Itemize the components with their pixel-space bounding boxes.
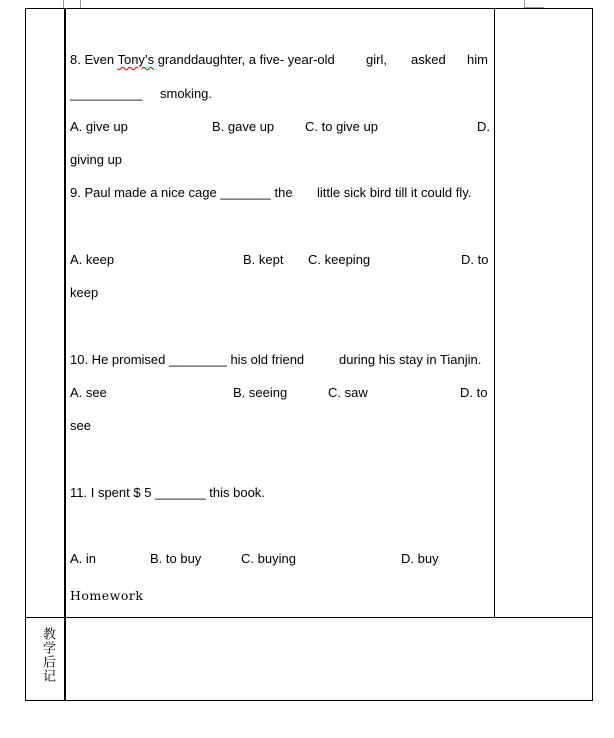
q9-option-c: C. keeping	[308, 252, 371, 267]
q10-option-b: B. seeing	[233, 385, 288, 400]
q9-option-d: D. to	[461, 252, 489, 267]
q10-stem-end: during his stay in Tianjin.	[339, 352, 482, 367]
q8-word-asked: asked	[411, 52, 446, 67]
q9-option-b: B. kept	[243, 252, 284, 267]
q8-line2-text: smoking.	[160, 86, 213, 101]
q9-option-a: A. keep	[70, 252, 115, 267]
homework-label: Homework	[70, 588, 144, 603]
q10-option-a: A. see	[70, 385, 107, 400]
q9-option-d-cont: keep	[70, 285, 99, 300]
q8-stem: 8. Even Tony’s granddaughter, a five- year-old	[70, 52, 335, 67]
q8-option-d: D.	[477, 119, 490, 134]
q11-option-a: A. in	[70, 551, 97, 566]
q8-option-c: C. to give up	[305, 119, 378, 134]
q9-stem: 9. Paul made a nice cage _______ the	[70, 185, 293, 200]
teaching-notes-label: 教学后记	[40, 627, 55, 683]
q11-option-c: C. buying	[241, 551, 296, 566]
q8-option-b: B. gave up	[212, 119, 275, 134]
q8-option-a: A. give up	[70, 119, 128, 134]
q10-option-d-cont: see	[70, 418, 91, 433]
q8-blank: __________	[70, 86, 143, 101]
q11-stem: 11. I spent $ 5 _______ this book.	[70, 485, 265, 500]
q8-word-girl: girl,	[366, 52, 387, 67]
q8-option-d-cont: giving up	[70, 152, 123, 167]
q10-stem: 10. He promised ________ his old friend	[70, 352, 305, 367]
q11-option-d: D. buy	[401, 551, 439, 566]
q11-option-b: B. to buy	[150, 551, 202, 566]
q8-word-him: him	[467, 52, 488, 67]
spellcheck-word: Tony’s	[117, 52, 155, 67]
q10-option-c: C. saw	[328, 385, 368, 400]
q9-stem-end: little sick bird till it could fly.	[317, 185, 472, 200]
q10-option-d: D. to	[460, 385, 488, 400]
